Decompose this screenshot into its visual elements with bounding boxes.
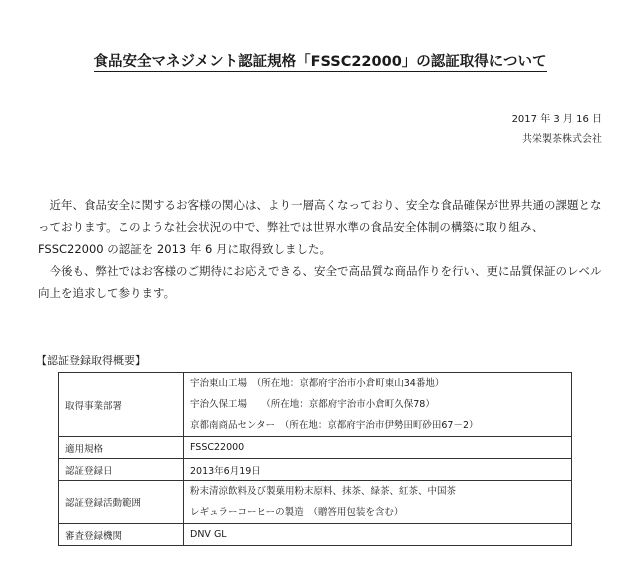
table-row xyxy=(59,373,572,437)
facility-line: 宇治久保工場 （所在地：京都府宇治市小倉町久保78） xyxy=(190,399,435,410)
row-label: 取得事業部署 xyxy=(59,373,184,437)
row-value: 2013年6月19日 xyxy=(184,459,572,481)
row-label: 認証登録活動範囲 xyxy=(59,481,184,524)
certification-table xyxy=(58,372,572,546)
section-heading: 【認証登録取得概要】 xyxy=(36,354,146,367)
scope-line: レギュラーコーヒーの製造 （贈答用包装を含む） xyxy=(190,507,404,518)
document-date: 2017 年 3 月 16 日 xyxy=(511,114,602,125)
row-value: DNV GL xyxy=(184,524,572,546)
row-label: 審査登録機関 xyxy=(59,524,184,546)
row-label: 認証登録日 xyxy=(59,459,184,481)
facility-line: 宇治東山工場 （所在地：京都府宇治市小倉町東山34番地） xyxy=(190,378,445,389)
document-title xyxy=(0,50,640,71)
row-value xyxy=(184,481,572,524)
row-value: FSSC22000 xyxy=(184,437,572,459)
scope-line: 粉末清涼飲料及び製菓用粉末原料、抹茶、緑茶、紅茶、中国茶 xyxy=(190,486,457,497)
row-value xyxy=(184,373,572,437)
facility-line: 京都南商品センター （所在地：京都府宇治市伊勢田町砂田67－2） xyxy=(190,420,479,431)
document-title-text: 食品安全マネジメント認証規格「FSSC22000」の認証取得について xyxy=(93,54,547,70)
paragraph-commitment: 今後も、弊社ではお客様のご期待にお応えできる、安全で高品質な商品作りを行い、更に品質保証のレベル向上を追求して参ります。 xyxy=(38,264,602,300)
company-name: 共栄製茶株式会社 xyxy=(522,134,602,145)
table-row xyxy=(59,481,572,524)
paragraph-intro: 近年、食品安全に関するお客様の関心は、より一層高くなっており、安全な食品確保が世界共通の課題となっております。このような社会状況の中で、弊社では世界水準の食品安全体制の構築に取り組み、FSSC22000 の認証を 2013 年 6 月に取得致しました。 xyxy=(38,198,602,256)
table-row xyxy=(59,459,572,481)
table-row xyxy=(59,437,572,459)
row-label: 適用規格 xyxy=(59,437,184,459)
table-row xyxy=(59,524,572,546)
